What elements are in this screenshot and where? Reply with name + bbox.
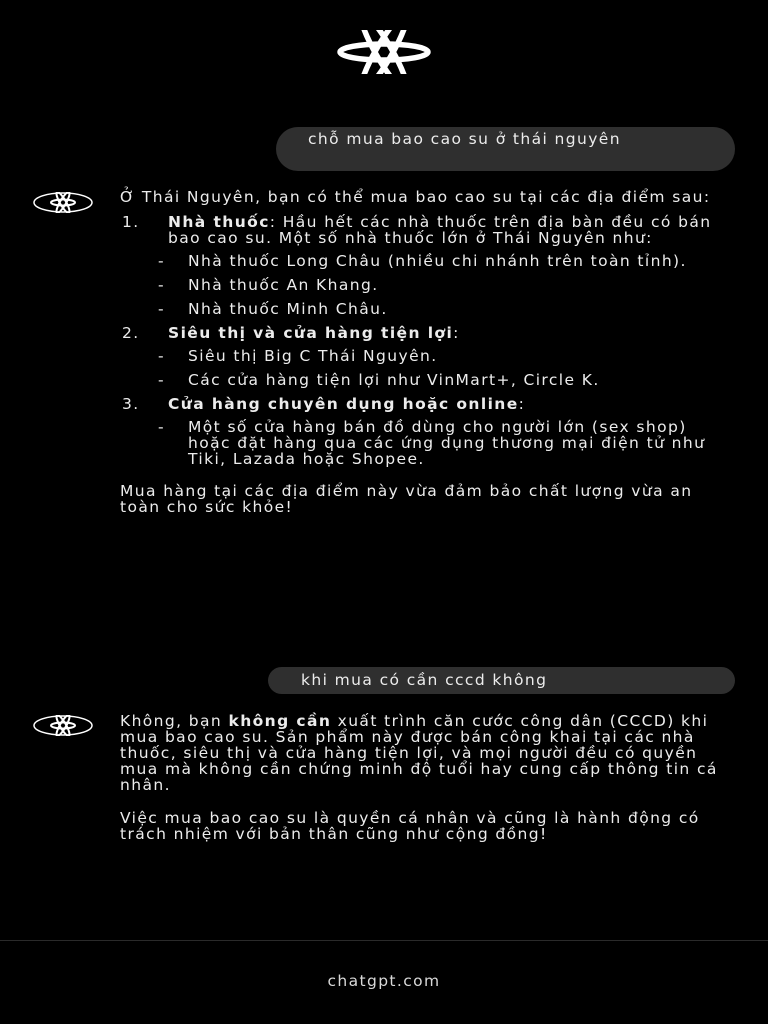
list-item [120, 214, 720, 246]
bullet-text: Một số cửa hàng bán đồ dùng cho người lớn (sex shop) hoặc đặt hàng qua các ứng dụng thương mại điện tử như Tiki, Lazada hoặc Shopee. [188, 418, 706, 468]
paragraph-bold-text: không cần [228, 712, 332, 730]
list-item [120, 325, 720, 341]
assistant-avatar-icon [33, 192, 93, 213]
assistant-paragraph: Việc mua bao cao su là quyền cá nhân và cũng là hành động có trách nhiệm với bản thân cũng như cộng đồng! [120, 809, 700, 843]
list-number: 3. [122, 395, 140, 413]
bullet-text: Nhà thuốc Long Châu (nhiều chi nhánh trên toàn tỉnh). [188, 252, 687, 270]
assistant-paragraph [120, 713, 720, 793]
list-item-separator: : [453, 324, 460, 342]
list-item-separator: : [518, 395, 526, 413]
user-message-text: khi mua có cần cccd không [301, 671, 548, 689]
bullet-item: - Một số cửa hàng bán đồ dùng cho người lớn (sex shop) hoặc đặt hàng qua các ứng dụng thương mại điện tử như Tiki, Lazada hoặc Shopee. [158, 418, 706, 468]
bullet-text: Siêu thị Big C Thái Nguyên. [188, 347, 438, 365]
list-item-title: Nhà thuốc [168, 213, 270, 231]
bullet-item: - Các cửa hàng tiện lợi như VinMart+, Circle K. [158, 371, 600, 389]
bullet-text: Nhà thuốc Minh Châu. [188, 300, 388, 318]
openai-logo-icon [328, 30, 440, 74]
list-item-text: Hầu hết các nhà thuốc trên địa bàn đều có bán bao cao su. Một số nhà thuốc lớn ở Thái Nguyên như: [168, 213, 712, 247]
assistant-avatar-icon [33, 715, 93, 736]
list-item [120, 396, 720, 412]
list-item-separator: : [269, 213, 277, 231]
footer-divider [0, 940, 768, 941]
assistant-message [120, 189, 720, 515]
user-message-text: chỗ mua bao cao su ở thái nguyên [308, 130, 621, 148]
paragraph-text: xuất trình căn cước công dân (CCCD) khi mua bao cao su. Sản phẩm này được bán công khai tại các nhà thuốc, siêu thị và cửa hàng tiện lợi, và mọi người đều có quyền mua mà không cần chứng minh độ tuổi hay cung cấp thông tin cá nhân. [120, 712, 718, 794]
bullet-item: - Nhà thuốc An Khang. [158, 276, 379, 294]
list-number: 1. [122, 213, 140, 231]
bullet-item: - Nhà thuốc Minh Châu. [158, 300, 388, 318]
bullet-text: Các cửa hàng tiện lợi như VinMart+, Circle K. [188, 371, 600, 389]
list-number: 2. [122, 324, 140, 342]
list-item-title: Cửa hàng chuyên dụng hoặc online [168, 395, 519, 413]
bullet-item: - Nhà thuốc Long Châu (nhiều chi nhánh trên toàn tỉnh). [158, 252, 687, 270]
list-item-title: Siêu thị và cửa hàng tiện lợi [168, 324, 454, 342]
assistant-message [120, 713, 720, 842]
bullet-text: Nhà thuốc An Khang. [188, 276, 379, 294]
assistant-outro: Mua hàng tại các địa điểm này vừa đảm bảo chất lượng vừa an toàn cho sức khỏe! [120, 482, 693, 516]
user-message-bubble [268, 667, 735, 694]
paragraph-text: Không, bạn [120, 712, 229, 730]
bullet-item: - Siêu thị Big C Thái Nguyên. [158, 347, 438, 365]
assistant-intro: Ở Thái Nguyên, bạn có thể mua bao cao su tại các địa điểm sau: [120, 188, 711, 206]
user-message-bubble [276, 127, 735, 171]
footer-domain: chatgpt.com [327, 972, 441, 990]
